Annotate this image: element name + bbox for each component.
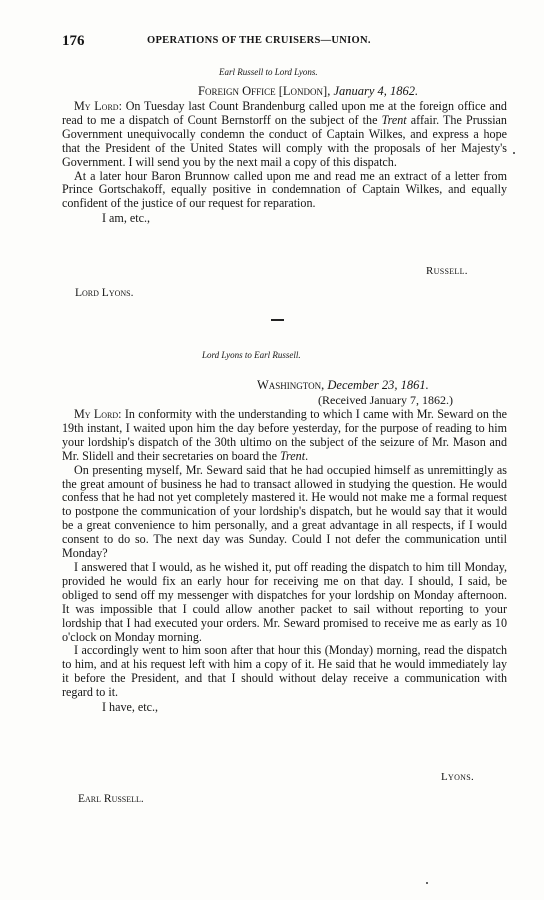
letter2-paragraph: On presenting myself, Mr. Seward said that he had occupied himself as unremittingly as the great amount of business he had to transact allowed in studying the question. He would confess that he had not yet completely mastered it. He would not make me a formal request to postpone the communication of your lordship's dispatch, but he would say that it would be a great convenience to him personally, and a great advantage in all respects, if I would consent to do so. The next day was Sunday. Could I not defer the communication until Monday?	[62, 462, 507, 561]
letter1-dateline	[198, 84, 418, 99]
letter1-addressee: Lord Lyons.	[75, 287, 134, 299]
letter1-salutation: My Lord:	[74, 99, 122, 113]
letter2-place: Washington,	[257, 378, 325, 392]
letter1-date: January 4, 1862.	[333, 84, 419, 98]
letter1-paragraph: At a later hour Baron Brunnow called upon me and read me an extract of a letter from Prince Gortschakoff, equally positive in condemnation of Captain Wilkes, and equally confident of the justice of our request for reparation.	[62, 168, 507, 211]
letter1-caption: Earl Russell to Lord Lyons.	[219, 67, 318, 77]
letter2-salutation: My Lord:	[74, 407, 122, 421]
letter1-paragraph: My Lord: On Tuesday last Count Brandenburg called upon me at the foreign office and read to me a dispatch of Count Bernstorff on the subject of the Trent affair. The Prussian Government unequivocally condemn the conduct of Captain Wilkes, and express a hope that the President of the United States will comply with the proposals of her Majesty's Government. I will send you by the next mail a copy of this dispatch.	[62, 99, 507, 169]
letter2-dateline	[257, 378, 429, 393]
letter1-place: Foreign Office [London],	[198, 84, 331, 98]
margin-speck	[426, 882, 428, 884]
letter2-paragraph: My Lord: In conformity with the understanding to which I came with Mr. Seward on the 19th instant, I waited upon him the day before yesterday, for the purpose of reading to him your lordship's dispatch of the 30th ultimo on the subject of the seizure of Mr. Mason and Mr. Slidell and their secretaries on board the Trent.	[62, 407, 507, 463]
letter1-closing: I am, etc.,	[102, 211, 151, 226]
letter2-paragraph: I answered that I would, as he wished it, put off reading the dispatch to him till Monday, provided he would fix an early hour for receiving me on that day. I should, I said, be obliged to send off my messenger with dispatches for your lordship on Monday afternoon. It was impossible that I could allow another packet to sail without reporting to your lordship that I had executed your orders. Mr. Seward promised to receive me as early as 10 o'clock on Monday morning.	[62, 559, 507, 644]
letter2-closing: I have, etc.,	[102, 700, 159, 715]
letter1-signature: Russell.	[426, 265, 468, 277]
letter2-caption: Lord Lyons to Earl Russell.	[202, 350, 301, 360]
running-title: OPERATIONS OF THE CRUISERS—UNION.	[147, 35, 371, 46]
letter2-received: (Received January 7, 1862.)	[318, 393, 453, 407]
letter2-body	[62, 408, 507, 714]
running-header	[62, 33, 507, 51]
section-divider	[271, 319, 284, 321]
letter2-addressee: Earl Russell.	[78, 793, 144, 805]
letter2-paragraph: I accordingly went to him soon after that hour this (Monday) morning, read the dispatch to him, and at his request left with him a copy of it. He said that he would immediately lay it before the President, and that I should without delay receive a communication with regard to it.	[62, 643, 507, 700]
letter2-date: December 23, 1861.	[327, 378, 429, 392]
margin-speck	[513, 152, 515, 154]
letter2-signature: Lyons.	[441, 771, 475, 783]
page-number: 176	[62, 33, 85, 49]
letter1-body	[62, 100, 507, 225]
